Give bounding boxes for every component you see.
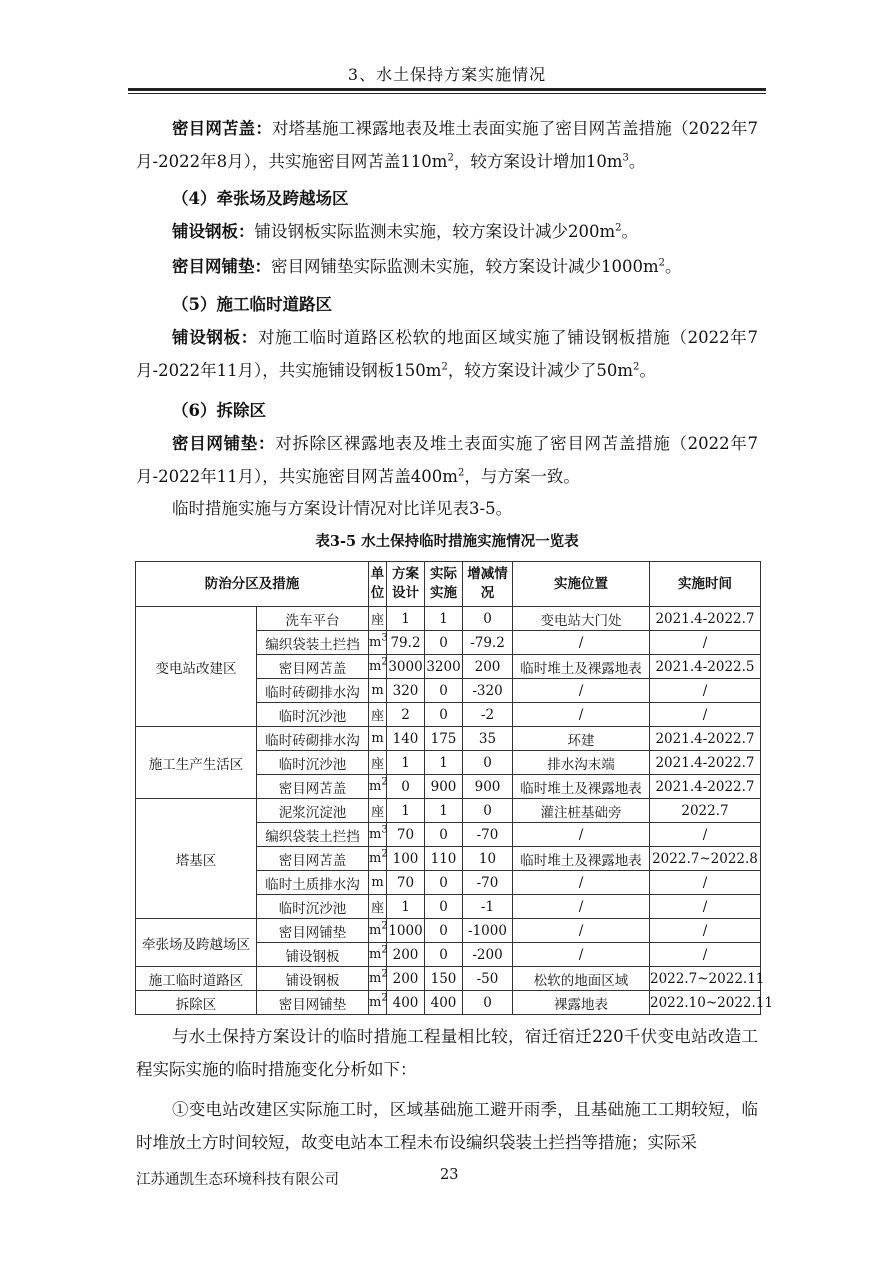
actual-cell: 0 (425, 631, 463, 655)
time-cell: 2021.4-2022.7 (650, 607, 761, 631)
paragraph-4: 铺设钢板：对施工临时道路区松软的地面区域实施了铺设钢板措施（2022年7月-2022年11月），共实施铺设钢板$150m^2$，较方案设计减少了$50m^2$。 (136, 328, 758, 380)
actual-cell: 110 (425, 847, 463, 871)
unit-cell: m (369, 727, 387, 751)
paragraph-5: 密目网铺垫：对拆除区裸露地表及堆土表面实施了密目网苫盖措施（2022年7月-2022年11月），共实施密目网苫盖$400m^2$，与方案一致。 (136, 434, 758, 486)
header-actual: 实际实施 (425, 562, 463, 607)
unit-cell: $m^2$ (369, 967, 387, 991)
unit-cell: 座 (369, 895, 387, 919)
change-cell: -1000 (463, 919, 513, 943)
actual-cell: 0 (425, 895, 463, 919)
actual-cell: 0 (425, 943, 463, 967)
actual-cell: 1 (425, 751, 463, 775)
plan-cell: 70 (387, 871, 425, 895)
location-cell: / (513, 679, 650, 703)
unit-cell: m (369, 679, 387, 703)
actual-cell: 0 (425, 823, 463, 847)
measure-cell: 密目网苫盖 (257, 655, 369, 679)
plan-cell: 2 (387, 703, 425, 727)
time-cell: / (650, 895, 761, 919)
actual-cell: 0 (425, 679, 463, 703)
measure-cell: 洗车平台 (257, 607, 369, 631)
change-cell: 0 (463, 991, 513, 1015)
time-cell: 2022.10~2022.11 (650, 991, 761, 1015)
location-cell: 临时堆土及裸露地表 (513, 655, 650, 679)
plan-cell: 1 (387, 751, 425, 775)
time-cell: 2022.7~2022.8 (650, 847, 761, 871)
header-change: 增减情况 (463, 562, 513, 607)
paragraph-2: 铺设钢板：铺设钢板实际监测未实施，较方案设计减少$200m^2$。 (172, 222, 639, 241)
subheading-4: （4）牵张场及跨越场区 (172, 189, 349, 208)
unit-cell: $m^3$ (369, 823, 387, 847)
actual-cell: 0 (425, 703, 463, 727)
table-row (136, 991, 761, 1015)
change-cell: -79.2 (463, 631, 513, 655)
location-cell: / (513, 631, 650, 655)
paragraph-1-label: 密目网苫盖： (172, 119, 272, 138)
header-time: 实施时间 (650, 562, 761, 607)
unit-cell: $m^3$ (369, 631, 387, 655)
unit-cell: $m^2$ (369, 991, 387, 1015)
location-cell: 松软的地面区域 (513, 967, 650, 991)
measure-cell: 铺设钢板 (257, 967, 369, 991)
change-cell: 900 (463, 775, 513, 799)
zone-cell: 施工生产生活区 (136, 727, 257, 799)
page-number: 23 (440, 1167, 459, 1183)
plan-cell: 400 (387, 991, 425, 1015)
footer-company: 江苏通凯生态环境科技有限公司 (136, 1172, 339, 1188)
header-unit: 单位 (369, 562, 387, 607)
change-cell: -70 (463, 871, 513, 895)
time-cell: 2021.4-2022.7 (650, 775, 761, 799)
change-cell: 200 (463, 655, 513, 679)
measure-cell: 临时沉沙池 (257, 703, 369, 727)
plan-cell: 200 (387, 943, 425, 967)
change-cell: 0 (463, 751, 513, 775)
measure-cell: 密目网苫盖 (257, 847, 369, 871)
measure-cell: 临时沉沙池 (257, 751, 369, 775)
time-cell: / (650, 679, 761, 703)
unit-cell: 座 (369, 703, 387, 727)
measure-cell: 密目网铺垫 (257, 919, 369, 943)
plan-cell: 320 (387, 679, 425, 703)
unit-cell: $m^2$ (369, 943, 387, 967)
change-cell: 10 (463, 847, 513, 871)
location-cell: / (513, 943, 650, 967)
location-cell: / (513, 871, 650, 895)
measure-cell: 泥浆沉淀池 (257, 799, 369, 823)
zone-cell: 牵张场及跨越场区 (136, 919, 257, 967)
measure-cell: 密目网苫盖 (257, 775, 369, 799)
time-cell: 2022.7~2022.11 (650, 967, 761, 991)
actual-cell: 3200 (425, 655, 463, 679)
time-cell: 2021.4-2022.5 (650, 655, 761, 679)
plan-cell: 3000 (387, 655, 425, 679)
measure-cell: 临时沉沙池 (257, 895, 369, 919)
location-cell: 变电站大门处 (513, 607, 650, 631)
table-row (136, 967, 761, 991)
measure-cell: 编织袋装土拦挡 (257, 631, 369, 655)
plan-cell: 79.2 (387, 631, 425, 655)
actual-cell: 400 (425, 991, 463, 1015)
actual-cell: 0 (425, 919, 463, 943)
table-row (136, 727, 761, 751)
header-location: 实施位置 (513, 562, 650, 607)
measure-cell: 密目网铺垫 (257, 991, 369, 1015)
actual-cell: 900 (425, 775, 463, 799)
change-cell: -200 (463, 943, 513, 967)
plan-cell: 140 (387, 727, 425, 751)
header-plan: 方案设计 (387, 562, 425, 607)
measures-table (135, 561, 773, 1015)
measure-cell: 编织袋装土拦挡 (257, 823, 369, 847)
unit-cell: $m^2$ (369, 775, 387, 799)
measure-cell: 临时土质排水沟 (257, 871, 369, 895)
time-cell: 2022.7 (650, 799, 761, 823)
location-cell: / (513, 823, 650, 847)
actual-cell: 1 (425, 607, 463, 631)
change-cell: 35 (463, 727, 513, 751)
location-cell: 临时堆土及裸露地表 (513, 775, 650, 799)
plan-cell: 1 (387, 895, 425, 919)
plan-cell: 100 (387, 847, 425, 871)
table-row (136, 919, 761, 943)
table-row (136, 799, 761, 823)
table-header-row (136, 562, 761, 607)
time-cell: / (650, 631, 761, 655)
paragraph-8: ①变电站改建区实际施工时，区域基础施工避开雨季，且基础施工工期较短，临时堆放土方时间较短，故变电站本工程未布设编织袋装土拦挡等措施；实际采 (136, 1100, 758, 1152)
plan-cell: 1000 (387, 919, 425, 943)
unit-cell: $m^2$ (369, 655, 387, 679)
table-title: 表3-5 水土保持临时措施实施情况一览表 (315, 533, 579, 550)
location-cell: / (513, 895, 650, 919)
plan-cell: 1 (387, 799, 425, 823)
time-cell: / (650, 871, 761, 895)
time-cell: / (650, 919, 761, 943)
unit-cell: 座 (369, 607, 387, 631)
actual-cell: 175 (425, 727, 463, 751)
paragraph-6: 临时措施实施与方案设计情况对比详见表3-5。 (172, 499, 513, 518)
measure-cell: 铺设钢板 (257, 943, 369, 967)
change-cell: -2 (463, 703, 513, 727)
time-cell: 2021.4-2022.7 (650, 751, 761, 775)
unit-cell: m (369, 871, 387, 895)
change-cell: -1 (463, 895, 513, 919)
header-rule (128, 88, 766, 94)
location-cell: 灌注桩基础旁 (513, 799, 650, 823)
subheading-5: （5）施工临时道路区 (172, 295, 332, 314)
plan-cell: 200 (387, 967, 425, 991)
unit-cell: 座 (369, 799, 387, 823)
page-header-title: 3、水土保持方案实施情况 (347, 65, 547, 84)
zone-cell: 塔基区 (136, 799, 257, 919)
paragraph-7: 与水土保持方案设计的临时措施工程量相比较，宿迁宿迁220千伏变电站改造工程实际实施的临时措施变化分析如下： (136, 1027, 758, 1079)
table-body (136, 607, 773, 1015)
change-cell: -50 (463, 967, 513, 991)
location-cell: / (513, 703, 650, 727)
actual-cell: 1 (425, 799, 463, 823)
location-cell: 临时堆土及裸露地表 (513, 847, 650, 871)
location-cell: 裸露地表 (513, 991, 650, 1015)
unit-cell: $m^2$ (369, 919, 387, 943)
actual-cell: 150 (425, 967, 463, 991)
plan-cell: 70 (387, 823, 425, 847)
change-cell: 0 (463, 607, 513, 631)
paragraph-1: 密目网苫盖：对塔基施工裸露地表及堆土表面实施了密目网苫盖措施（2022年7月-2022年8月），共实施密目网苫盖$110m^2$，较方案设计增加$10m^3$。 (136, 119, 758, 171)
change-cell: -320 (463, 679, 513, 703)
paragraph-3: 密目网铺垫：密目网铺垫实际监测未实施，较方案设计减少$1000m^2$。 (172, 257, 682, 276)
zone-cell: 拆除区 (136, 991, 257, 1015)
table-row (136, 607, 761, 631)
measure-cell: 临时砖砌排水沟 (257, 727, 369, 751)
measure-cell: 临时砖砌排水沟 (257, 679, 369, 703)
time-cell: / (650, 703, 761, 727)
change-cell: 0 (463, 799, 513, 823)
time-cell: / (650, 823, 761, 847)
unit-cell: 座 (369, 751, 387, 775)
time-cell: 2021.4-2022.7 (650, 727, 761, 751)
zone-cell: 施工临时道路区 (136, 967, 257, 991)
time-cell: / (650, 943, 761, 967)
change-cell: -70 (463, 823, 513, 847)
location-cell: 环建 (513, 727, 650, 751)
zone-cell: 变电站改建区 (136, 607, 257, 727)
location-cell: / (513, 919, 650, 943)
subheading-6: （6）拆除区 (172, 401, 266, 420)
location-cell: 排水沟末端 (513, 751, 650, 775)
unit-cell: $m^2$ (369, 847, 387, 871)
header-zone-measure: 防治分区及措施 (136, 562, 369, 607)
plan-cell: 0 (387, 775, 425, 799)
actual-cell: 0 (425, 871, 463, 895)
plan-cell: 1 (387, 607, 425, 631)
